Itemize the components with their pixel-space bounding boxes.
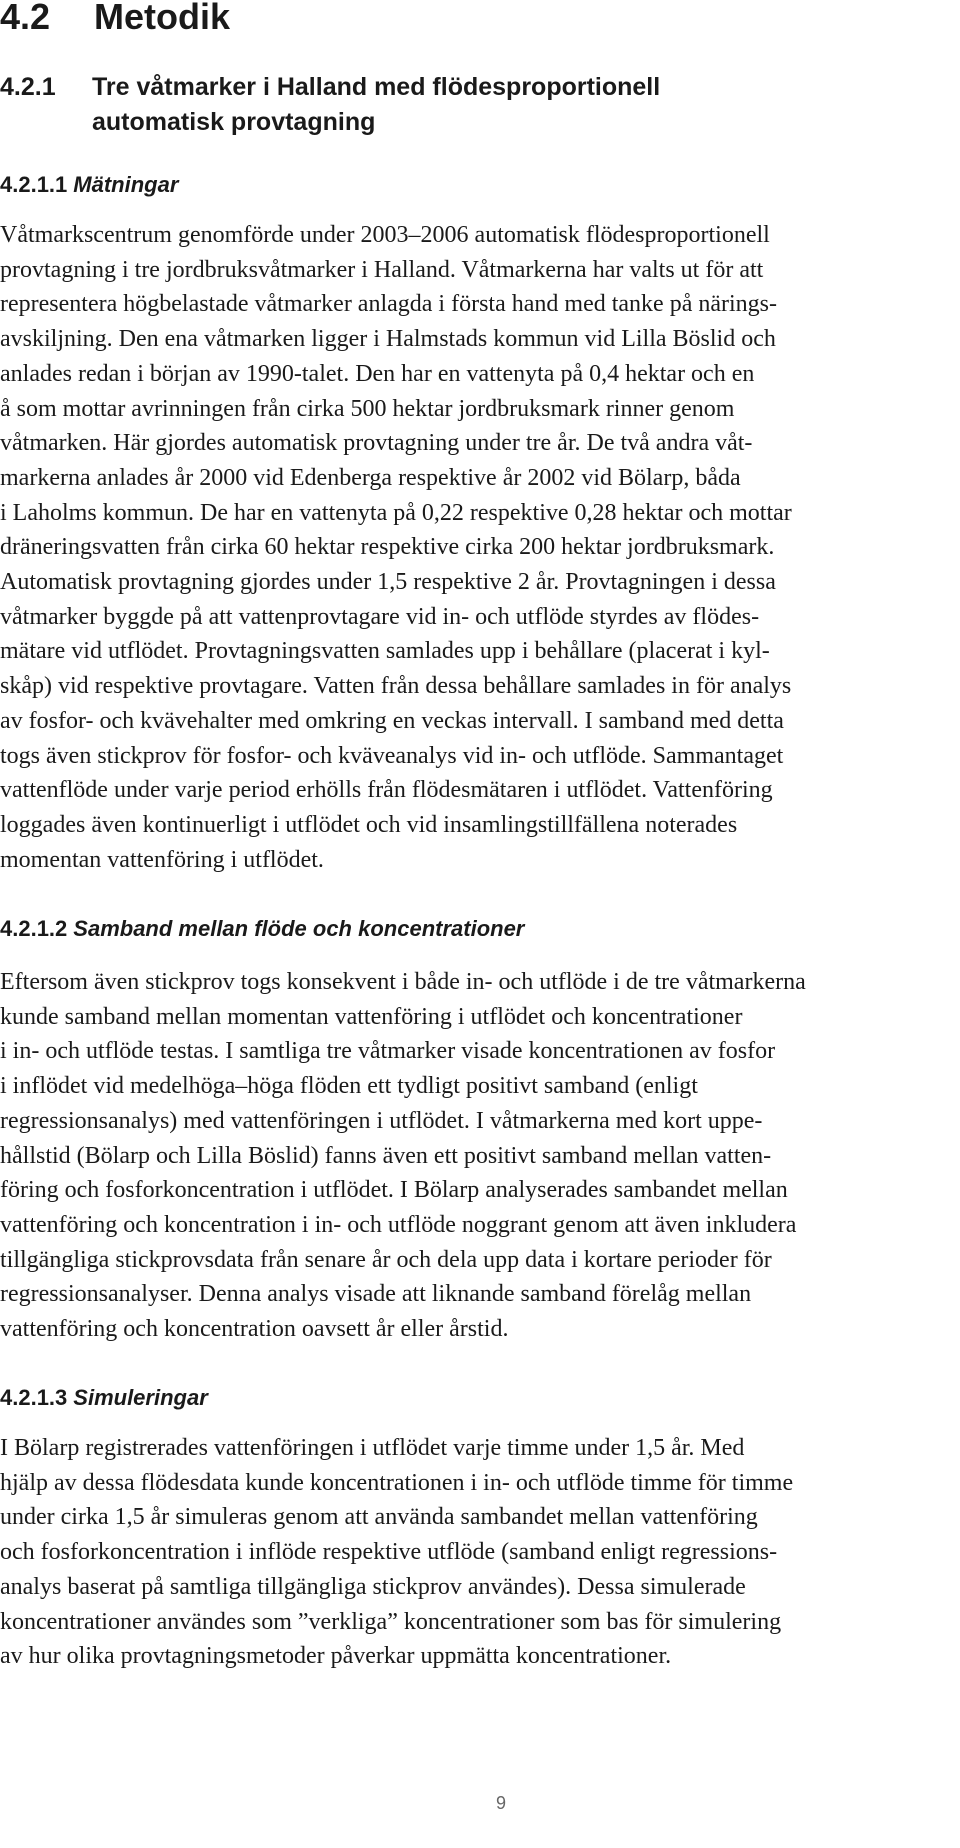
text-line: våtmarken. Här gjordes automatisk provtagning under tre år. De två andra våt- xyxy=(0,430,753,457)
text-line: vattenföring och koncentration oavsett år eller årstid. xyxy=(0,1316,509,1343)
subsection-heading xyxy=(0,70,752,140)
section-number: 4.2 xyxy=(0,0,51,37)
subsection-number: 4.2.1 xyxy=(0,73,56,101)
text-line: i in- och utflöde testas. I samtliga tre våtmarker visade koncentrationen av fosfor xyxy=(0,1038,776,1065)
text-line: loggades även kontinuerligt i utflödet och vid insamlingstillfällena noterades xyxy=(0,811,738,838)
subsubsection-title: Samband mellan flöde och koncentrationer xyxy=(73,916,525,941)
text-line: kunde samband mellan momentan vattenföring i utflödet och koncentrationer xyxy=(0,1003,743,1030)
text-line: Automatisk provtagning gjordes under 1,5 respektive 2 år. Provtagningen i dessa xyxy=(0,569,776,596)
text-line: och fosforkoncentration i inflöde respektive utflöde (samband enligt regressions- xyxy=(0,1539,778,1566)
text-line: regressionsanalys) med vattenföringen i utflödet. I våtmarkerna med kort uppe- xyxy=(0,1107,763,1134)
paragraph-simuleringar xyxy=(0,1431,960,1674)
text-line: hjälp av dessa flödesdata kunde koncentrationen i in- och utflöde timme för timme xyxy=(0,1469,794,1496)
text-line: av fosfor- och kvävehalter med omkring en veckas intervall. I samband med detta xyxy=(0,707,784,734)
text-line: I Bölarp registrerades vattenföringen i utflödet varje timme under 1,5 år. Med xyxy=(0,1435,745,1461)
subsubsection-number: 4.2.1.3 xyxy=(0,1385,68,1410)
text-line: föring och fosforkoncentration i utflödet. I Bölarp analyserades sambandet mellan xyxy=(0,1177,788,1204)
text-line: momentan vattenföring i utflödet. xyxy=(0,846,324,873)
text-line: mätare vid utflödet. Provtagningsvatten samlades upp i behållare (placerat i kyl- xyxy=(0,638,770,665)
text-line: Eftersom även stickprov togs konsekvent i både in- och utflöde i de tre våtmarkerna xyxy=(0,969,806,995)
text-line: markerna anlades år 2000 vid Edenberga respektive år 2002 vid Bölarp, båda xyxy=(0,464,741,491)
subsubsection-heading-samband xyxy=(0,916,524,942)
text-line: togs även stickprov för fosfor- och kväveanalys vid in- och utflöde. Sammantaget xyxy=(0,742,784,769)
paragraph-samband xyxy=(0,965,960,1347)
text-line: tillgängliga stickprovsdata från senare år och dela upp data i kortare perioder för xyxy=(0,1246,772,1273)
text-line: koncentrationer användes som ”verkliga” koncentrationer som bas för simulering xyxy=(0,1608,782,1635)
page-number: 9 xyxy=(495,1793,506,1813)
text-line: vattenföring och koncentration i in- och utflöde noggrant genom att även inkludera xyxy=(0,1211,797,1238)
text-line: analys baserat på samtliga tillgängliga stickprov användes). Dessa simulerade xyxy=(0,1573,746,1600)
subsection-title: Tre våtmarker i Halland med flödesproportionell automatisk provtagning xyxy=(92,73,661,136)
subsubsection-number: 4.2.1.1 xyxy=(0,172,68,197)
subsubsection-heading-matningar xyxy=(0,172,178,198)
text-line: dräneringsvatten från cirka 60 hektar respektive cirka 200 hektar jordbruksmark. xyxy=(0,534,775,561)
text-line: Våtmarkscentrum genomförde under 2003–2006 automatisk flödesproportionell xyxy=(0,222,770,248)
subsubsection-number: 4.2.1.2 xyxy=(0,916,68,941)
text-line: under cirka 1,5 år simuleras genom att använda sambandet mellan vattenföring xyxy=(0,1504,758,1531)
subsubsection-heading-simuleringar xyxy=(0,1385,208,1411)
text-line: i Laholms kommun. De har en vattenyta på 0,22 respektive 0,28 hektar och mottar xyxy=(0,499,792,526)
text-line: regressionsanalyser. Denna analys visade att liknande samband förelåg mellan xyxy=(0,1281,752,1308)
text-line: våtmarker byggde på att vattenprovtagare vid in- och utflöde styrdes av flödes- xyxy=(0,603,760,630)
section-heading xyxy=(0,0,230,38)
subsubsection-title: Simuleringar xyxy=(73,1385,208,1410)
subsubsection-title: Mätningar xyxy=(73,172,179,197)
text-line: hållstid (Bölarp och Lilla Böslid) fanns även ett positivt samband mellan vatten- xyxy=(0,1142,772,1169)
text-line: anlades redan i början av 1990-talet. Den har en vattenyta på 0,4 hektar och en xyxy=(0,360,755,387)
section-title: Metodik xyxy=(94,0,231,37)
text-line: vattenflöde under varje period erhölls från flödesmätaren i utflödet. Vattenföring xyxy=(0,777,773,804)
text-line: avskiljning. Den ena våtmarken ligger i Halmstads kommun vid Lilla Böslid och xyxy=(0,326,776,353)
text-line: skåp) vid respektive provtagare. Vatten från dessa behållare samlades in för analys xyxy=(0,673,792,700)
text-line: av hur olika provtagningsmetoder påverkar uppmätta koncentrationer. xyxy=(0,1643,672,1670)
text-line: i inflödet vid medelhöga–höga flöden ett tydligt positivt samband (enligt xyxy=(0,1073,698,1100)
text-line: å som mottar avrinningen från cirka 500 hektar jordbruksmark rinner genom xyxy=(0,395,735,422)
text-line: representera högbelastade våtmarker anlagda i första hand med tanke på närings- xyxy=(0,291,777,318)
paragraph-matningar xyxy=(0,218,960,877)
text-line: provtagning i tre jordbruksvåtmarker i Halland. Våtmarkerna har valts ut för att xyxy=(0,256,764,283)
